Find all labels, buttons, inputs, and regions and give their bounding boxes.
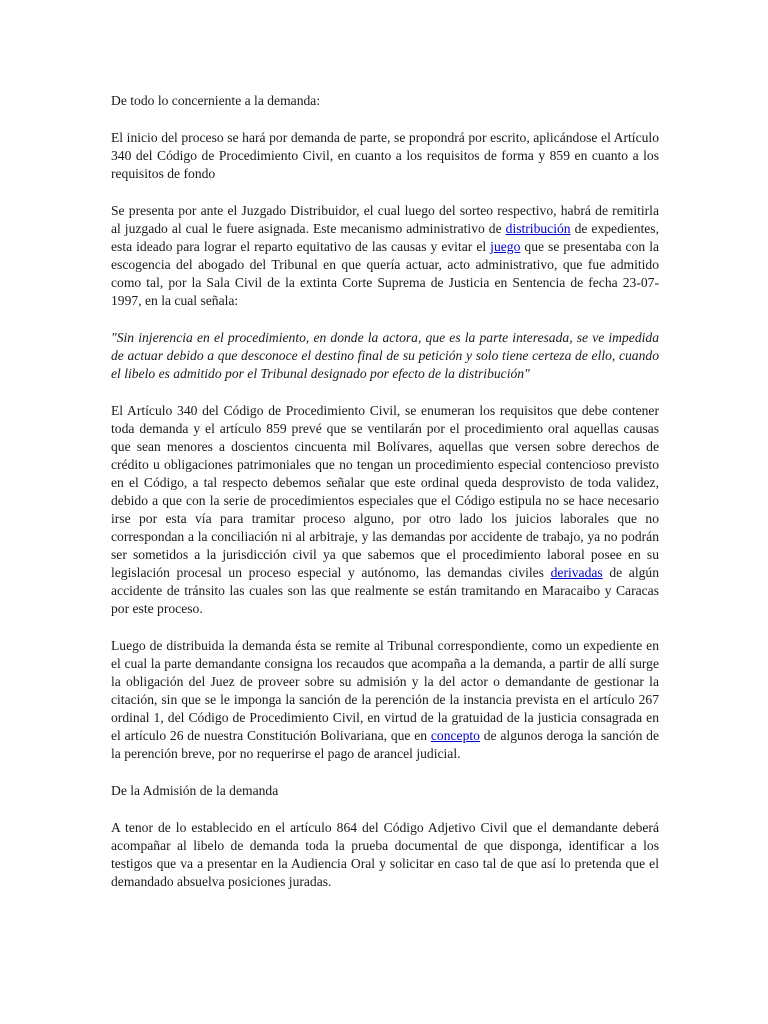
link-distribucion[interactable]: distribución bbox=[505, 221, 571, 236]
quote-sentencia: "Sin injerencia en el procedimiento, en donde la actora, que es la parte interesada, se ve impedida de actuar debido a que desconoce el destino final de su petición y solo tiene certeza de ello, cuando el libelo es admitido por el Tribunal designado por efecto de la distribución" bbox=[111, 330, 659, 381]
paragraph-text: Se presenta por ante el Juzgado Distribuidor, el cual luego del sorteo respectivo, habrá de remitirla al juzgado al cual le fuere asignada. Este mecanismo administrativo de bbox=[111, 203, 659, 236]
paragraph-text: El Artículo 340 del Código de Procedimiento Civil, se enumeran los requisitos que debe contener toda demanda y el artículo 859 prevé que se ventilarán por el procedimiento oral aquellas causas que sean menores a doscientos cincuenta mil Bolívares, aquellas que versen sobre derechos de crédito u obligaciones patrimoniales que no tengan un procedimiento especial contencioso previsto en el Código, a tal respecto debemos señalar que este ordinal queda desprovisto de toda validez, debido a que con la serie de procedimientos especiales que el Código estipula no se hace necesario irse por esta vía para tramitar proceso alguno, por otro lado los juicios laborales que no correspondan a la conciliación ni al arbitraje, y las demandas por accidente de trabajo, ya no podrán ser sometidos a la jurisdicción civil ya que sabemos que el procedimiento laboral posee en su legislación procesal un proceso especial y autónomo, las demandas civiles bbox=[111, 403, 659, 580]
paragraph-inicio-proceso: El inicio del proceso se hará por demanda de parte, se propondrá por escrito, aplicándose el Artículo 340 del Código de Procedimiento Civil, en cuanto a los requisitos de forma y 859 en cuanto a los requisitos de fondo bbox=[111, 130, 659, 181]
paragraph-articulo-864: A tenor de lo establecido en el artículo 864 del Código Adjetivo Civil que el demandante deberá acompañar al libelo de demanda toda la prueba documental de que disponga, identificar a los testigos que va a presentar en la Audiencia Oral y solicitar en caso tal de que así lo pretenda que el demandado absuelva posiciones juradas. bbox=[111, 820, 659, 889]
paragraph-text: que se presentaba con la escogencia del abogado del Tribunal en que quería actuar, acto administrativo, que fue admitido como tal, por la Sala Civil de la extinta Corte Suprema de Justicia en Sentencia de fecha 23-07-1997, en la cual señala: bbox=[111, 239, 660, 308]
link-derivadas[interactable]: derivadas bbox=[550, 565, 603, 580]
paragraph-text: de algún accidente de tránsito las cuales son las que realmente se están tramitando en Maracaibo y Caracas por este proceso. bbox=[111, 565, 659, 616]
paragraph-juzgado-distribuidor bbox=[111, 202, 659, 310]
link-juego[interactable]: juego bbox=[490, 239, 521, 254]
section-heading-admision: De la Admisión de la demanda bbox=[111, 783, 279, 798]
paragraph-text: de algunos deroga la sanción de la perención breve, por no requerirse el pago de arancel judicial. bbox=[111, 728, 659, 761]
paragraph-articulo-340 bbox=[111, 402, 659, 618]
document-body bbox=[111, 92, 659, 910]
section-heading-demanda: De todo lo concerniente a la demanda: bbox=[111, 93, 321, 108]
paragraph-text: de expedientes, esta ideado para lograr el reparto equitativo de las causas y evitar el bbox=[111, 221, 659, 254]
paragraph-text: Luego de distribuida la demanda ésta se remite al Tribunal correspondiente, como un expediente en el cual la parte demandante consigna los recaudos que acompaña a la demanda, a partir de allí surge la obligación del Juez de proveer sobre su admisión y la del actor o demandante de gestionar la citación, sin que se le imponga la sanción de la perención de la instancia prevista en el artículo 267 ordinal 1, del Código de Procedimiento Civil, en virtud de la gratuidad de la justicia consagrada en el artículo 26 de nuestra Constitución Bolivariana, que en bbox=[111, 638, 659, 743]
paragraph-distribuida-demanda bbox=[111, 637, 659, 763]
link-concepto[interactable]: concepto bbox=[430, 728, 480, 743]
